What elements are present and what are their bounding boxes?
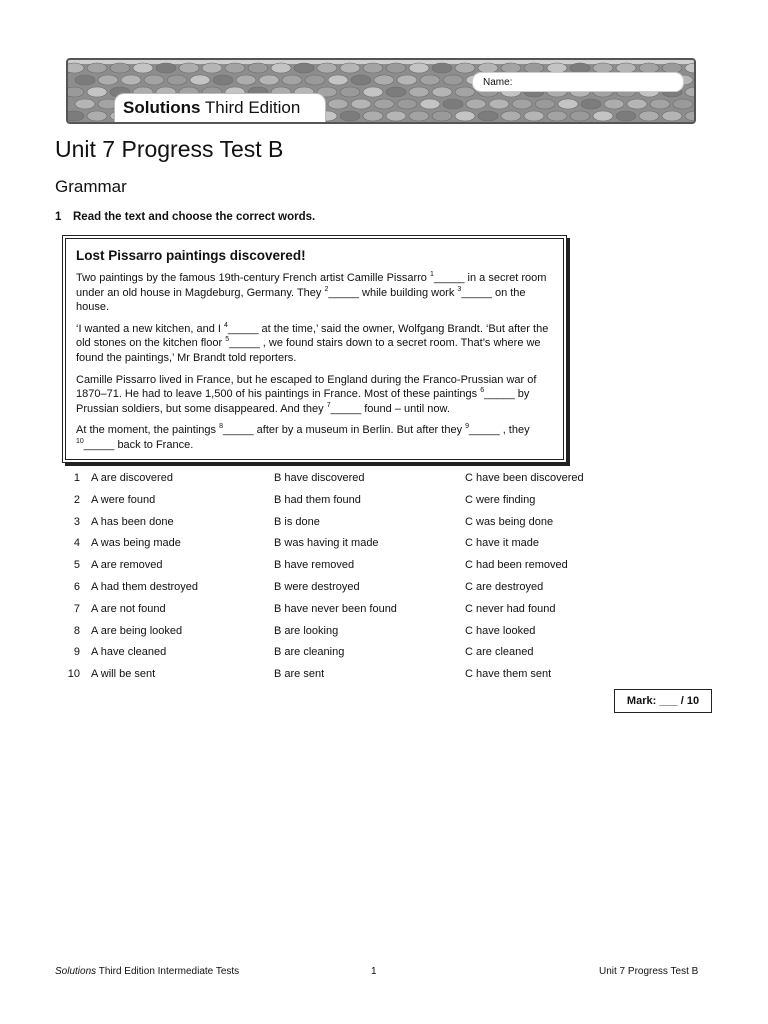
reading-text-segment: _____ , they [469, 424, 530, 437]
option-c[interactable]: C never had found [465, 602, 556, 615]
pebble-shape [397, 75, 417, 85]
reading-text [76, 271, 553, 453]
pebble-shape [259, 75, 279, 85]
pebble-shape [87, 87, 107, 97]
gap-number: 5 [225, 336, 230, 344]
option-c[interactable]: C are cleaned [465, 646, 534, 659]
option-number: 1 [73, 472, 80, 484]
pebble-shape [593, 111, 613, 121]
option-c[interactable]: C were finding [465, 493, 536, 506]
reading-text-segment: _____ found – until now. [330, 402, 450, 415]
pebble-shape [374, 99, 394, 109]
option-row [62, 643, 702, 665]
option-b[interactable]: B have discovered [274, 472, 365, 484]
footer-series: Third Edition Intermediate Tests [96, 966, 240, 977]
gap-number: 1 [429, 271, 434, 278]
pebble-shape [432, 63, 452, 73]
name-label: Name: [483, 77, 513, 88]
footer-left [55, 966, 239, 977]
reading-box [62, 235, 567, 463]
pebble-shape [535, 99, 555, 109]
exercise-instruction [55, 211, 315, 223]
option-a[interactable]: A are being looked [91, 624, 183, 637]
option-a[interactable]: A are discovered [91, 472, 173, 484]
option-a[interactable]: A was being made [91, 537, 181, 550]
option-a[interactable]: A were found [91, 493, 156, 506]
pebble-shape [443, 99, 463, 109]
footer-right: Unit 7 Progress Test B [599, 966, 699, 977]
option-b[interactable]: B have never been found [274, 602, 397, 615]
reading-text-segment: _____ , we found stairs down to a secret room. That’s where we found the paintings,’ Mr Brandt told reporters. [76, 337, 541, 364]
option-row [62, 513, 702, 535]
option-a[interactable]: A have cleaned [91, 646, 167, 659]
answer-options [62, 469, 702, 687]
reading-text-segment: ‘I wanted a new kitchen, and I [76, 322, 224, 335]
option-b[interactable]: B are cleaning [274, 646, 345, 659]
option-c[interactable]: C have it made [465, 537, 539, 550]
pebble-shape [271, 63, 291, 73]
option-b[interactable]: B were destroyed [274, 580, 360, 593]
gap-number: 9 [465, 423, 470, 431]
pebble-shape [68, 63, 84, 73]
pebble-shape [547, 111, 567, 121]
pebble-shape [386, 63, 406, 73]
pebble-shape [581, 99, 601, 109]
header-banner [66, 58, 696, 124]
gap-number: 10 [76, 437, 84, 445]
pebble-shape [627, 99, 647, 109]
pebble-shape [328, 99, 348, 109]
name-field[interactable] [472, 72, 684, 92]
option-b[interactable]: B was having it made [274, 537, 379, 550]
pebble-shape [213, 75, 233, 85]
gap-number: 3 [457, 285, 462, 293]
pebble-shape [68, 111, 84, 121]
pebble-shape [662, 111, 682, 121]
pebble-shape [489, 99, 509, 109]
option-c[interactable]: C are destroyed [465, 580, 544, 593]
pebble-shape [501, 111, 521, 121]
reading-inner [65, 238, 564, 460]
option-number: 8 [73, 624, 80, 637]
exercise-number: 1 [55, 211, 62, 223]
option-c[interactable]: C was being done [465, 515, 554, 528]
reading-text-segment: _____ while building work [328, 286, 458, 299]
section-heading: Grammar [55, 177, 127, 196]
pebble-shape [650, 99, 670, 109]
reading-paragraph [76, 423, 553, 452]
pebble-shape [455, 111, 475, 121]
option-row [62, 534, 702, 556]
pebble-shape [432, 87, 452, 97]
pebble-shape [305, 75, 325, 85]
pebble-shape [455, 63, 475, 73]
pebble-shape [167, 75, 187, 85]
option-number: 4 [73, 537, 80, 550]
pebble-shape [179, 63, 199, 73]
pebble-shape [248, 63, 268, 73]
pebble-shape [478, 111, 498, 121]
option-a[interactable]: A are removed [91, 559, 163, 572]
option-number: 7 [73, 602, 80, 615]
option-row [62, 600, 702, 622]
option-c[interactable]: C have them sent [465, 668, 552, 681]
option-row [62, 491, 702, 513]
brand-name: Solutions [123, 98, 201, 117]
pebble-shape [144, 75, 164, 85]
instruction-text: Read the text and choose the correct words. [73, 211, 316, 223]
footer-brand: Solutions [55, 966, 97, 977]
reading-text-segment: _____ in a secret room under an old house in Magdeburg, Germany. They [76, 272, 547, 299]
pebble-shape [386, 87, 406, 97]
option-row [62, 665, 702, 687]
pebble-shape [673, 99, 693, 109]
pebble-shape [87, 111, 107, 121]
reading-text-segment: _____ on the house. [76, 286, 526, 314]
option-a[interactable]: A has been done [91, 515, 174, 528]
pebble-shape [570, 111, 590, 121]
option-c[interactable]: C have looked [465, 624, 536, 637]
option-c[interactable]: C had been removed [465, 559, 568, 572]
brand-edition: Third Edition [200, 98, 301, 117]
pebble-shape [340, 63, 360, 73]
option-number: 10 [67, 668, 80, 681]
option-b[interactable]: B are sent [274, 668, 325, 681]
pebble-shape [363, 63, 383, 73]
option-number: 5 [73, 559, 80, 572]
reading-text-segment: _____ by Prussian soldiers, but some disappeared. And they [76, 388, 530, 415]
pebble-shape [409, 63, 429, 73]
option-a[interactable]: A are not found [91, 602, 166, 615]
gap-number: 4 [223, 321, 228, 329]
reading-text-segment: Camille Pissarro lived in France, but he escaped to England during the Franco-Prussian war of 1870–71. He had to leave 1,500 of his paintings in France. Most of these paintings [76, 373, 537, 401]
pebble-shape [363, 87, 383, 97]
option-b[interactable]: B had them found [274, 493, 361, 506]
pebble-shape [236, 75, 256, 85]
mark-box: Mark: ___ / 10 [614, 689, 712, 713]
pebble-shape [432, 111, 452, 121]
reading-text-segment: _____ at the time,’ said the owner, Wolfgang Brandt. ‘But after the old stones on the kitchen floor [76, 322, 549, 350]
gap-number: 7 [326, 401, 331, 409]
pebble-shape [420, 75, 440, 85]
pebble-shape [110, 63, 130, 73]
reading-heading: Lost Pissarro paintings discovered! [76, 248, 306, 263]
option-row [62, 578, 702, 600]
pebble-shape [616, 111, 636, 121]
pebble-shape [133, 63, 153, 73]
pebble-shape [524, 111, 544, 121]
option-a[interactable]: A had them destroyed [91, 580, 199, 593]
option-number: 6 [73, 580, 80, 593]
pebble-shape [121, 75, 141, 85]
reading-text-segment: At the moment, the paintings [76, 424, 220, 437]
reading-paragraph [76, 271, 553, 315]
brand-logo [114, 93, 326, 122]
pebble-shape [340, 111, 360, 121]
pebble-shape [397, 99, 417, 109]
pebble-shape [466, 99, 486, 109]
page-number: 1 [371, 966, 377, 977]
option-number: 2 [73, 493, 80, 506]
gap-number: 6 [480, 387, 485, 395]
page-title: Unit 7 Progress Test B [55, 136, 284, 162]
pebble-shape [75, 75, 95, 85]
pebble-shape [156, 63, 176, 73]
pebble-shape [68, 87, 84, 97]
pebble-shape [340, 87, 360, 97]
reading-paragraph [76, 322, 553, 366]
pebble-shape [558, 99, 578, 109]
pebble-shape [351, 99, 371, 109]
pebble-shape [98, 75, 118, 85]
pebble-shape [75, 99, 95, 109]
option-row [62, 622, 702, 644]
pebble-shape [604, 99, 624, 109]
pebble-shape [443, 75, 463, 85]
option-b[interactable]: B are looking [274, 624, 339, 637]
option-c[interactable]: C have been discovered [465, 472, 584, 484]
option-row [62, 556, 702, 578]
gap-number: 2 [324, 285, 329, 293]
pebble-shape [202, 63, 222, 73]
pebble-shape [409, 111, 429, 121]
pebble-shape [420, 99, 440, 109]
gap-number: 8 [219, 423, 223, 431]
reading-paragraph [76, 373, 553, 417]
option-b[interactable]: B have removed [274, 559, 355, 572]
pebble-shape [374, 75, 394, 85]
pebble-shape [190, 75, 210, 85]
pebble-shape [294, 63, 314, 73]
pebble-shape [363, 111, 383, 121]
option-a[interactable]: A will be sent [91, 668, 156, 681]
pebble-shape [512, 99, 532, 109]
option-b[interactable]: B is done [274, 515, 320, 528]
pebble-shape [225, 63, 245, 73]
pebble-shape [317, 63, 337, 73]
pebble-shape [639, 111, 659, 121]
pebble-shape [282, 75, 302, 85]
pebble-shape [455, 87, 475, 97]
option-row [62, 469, 702, 491]
pebble-shape [351, 75, 371, 85]
pebble-shape [386, 111, 406, 121]
pebble-shape [409, 87, 429, 97]
reading-text-segment: _____ after by a museum in Berlin. But after they [223, 424, 466, 437]
pebble-shape [328, 75, 348, 85]
reading-text-segment: Two paintings by the famous 19th-century French artist Camille Pissarro [76, 272, 430, 284]
reading-text-segment: _____ back to France. [83, 438, 194, 451]
option-number: 9 [73, 646, 80, 659]
option-number: 3 [73, 515, 80, 528]
pebble-shape [87, 63, 107, 73]
